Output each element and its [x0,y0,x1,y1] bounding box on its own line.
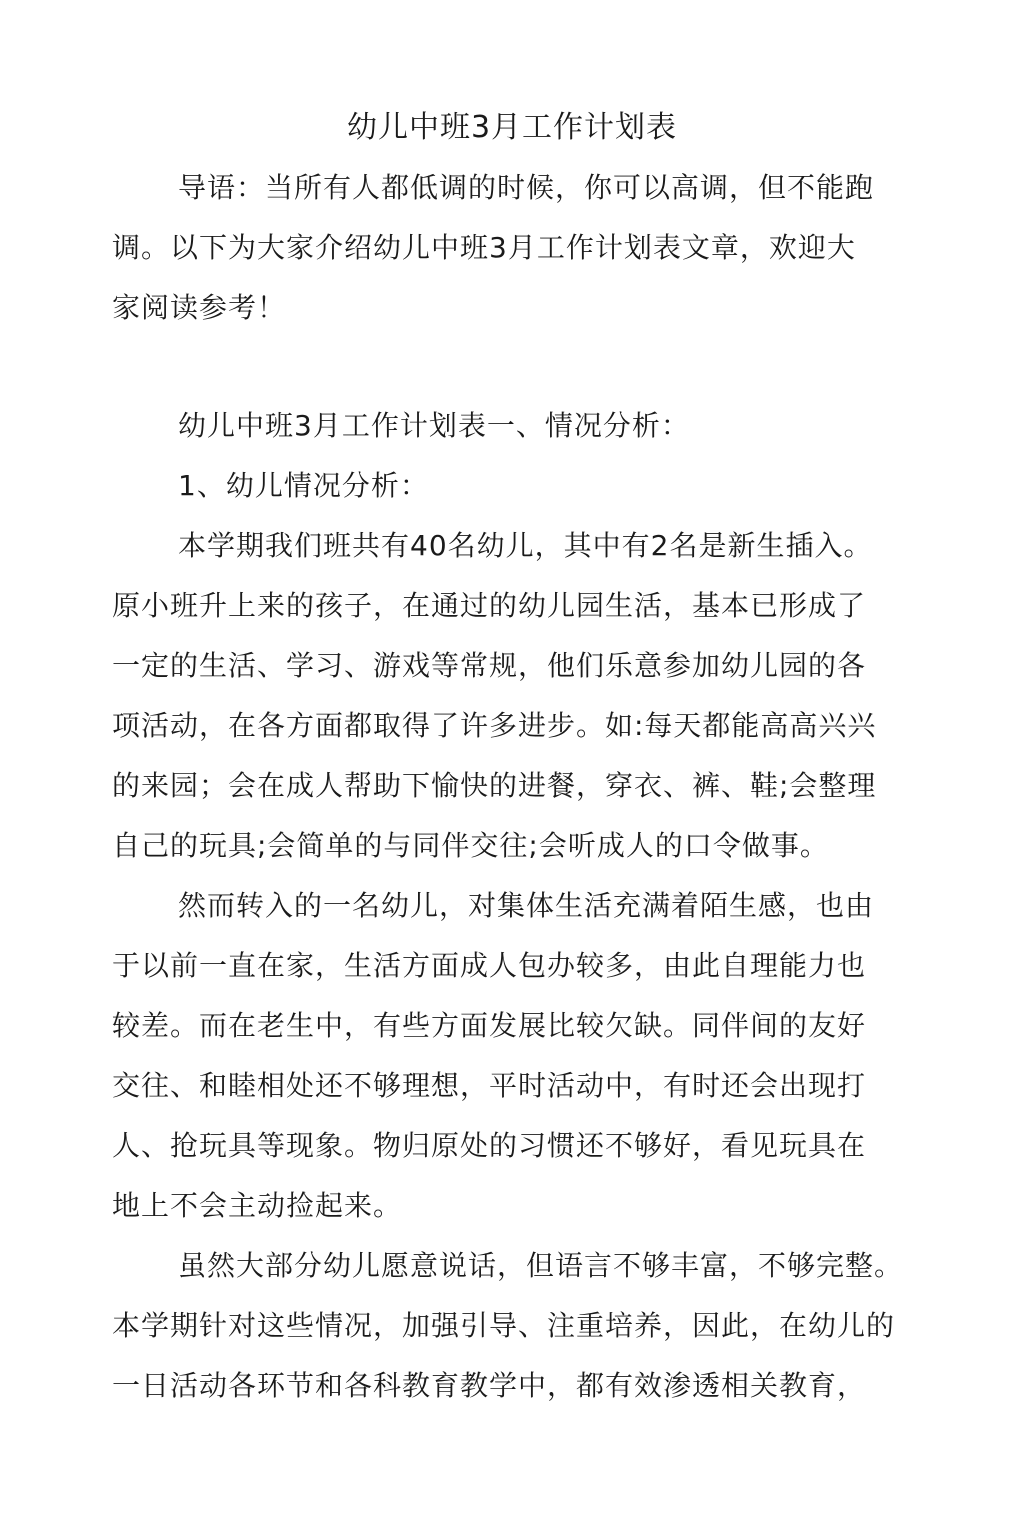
paragraph-line: 然而转入的一名幼儿，对集体生活充满着陌生感，也由 [178,889,875,922]
paragraph-line: 于以前一直在家，生活方面成人包办较多，由此自理能力也 [112,949,867,982]
paragraph-line: 虽然大部分幼儿愿意说话，但语言不够丰富，不够完整。 [178,1249,904,1282]
section-heading: 幼儿中班3月工作计划表一、情况分析： [178,409,690,442]
paragraph-line: 项活动，在各方面都取得了许多进步。如:每天都能高高兴兴 [112,709,877,742]
paragraph-line: 导语：当所有人都低调的时候，你可以高调，但不能跑 [178,171,875,204]
paragraph-line: 家阅读参考！ [112,291,287,324]
paragraph-line: 一定的生活、学习、游戏等常规，他们乐意参加幼儿园的各 [112,649,867,682]
paragraph-line: 一日活动各环节和各科教育教学中，都有效渗透相关教育， [112,1369,867,1402]
paragraph-line: 本学期我们班共有40名幼儿，其中有2名是新生插入。 [178,529,873,562]
paragraph-line: 调。以下为大家介绍幼儿中班3月工作计划表文章，欢迎大 [112,231,856,264]
paragraph-line: 较差。而在老生中，有些方面发展比较欠缺。同伴间的友好 [112,1009,867,1042]
paragraph-line: 地上不会主动捡起来。 [112,1189,403,1222]
paragraph-line: 原小班升上来的孩子，在通过的幼儿园生活，基本已形成了 [112,589,867,622]
paragraph-line: 的来园；会在成人帮助下愉快的进餐，穿衣、裤、鞋;会整理 [112,769,877,802]
paragraph-line: 交往、和睦相处还不够理想，平时活动中，有时还会出现打 [112,1069,867,1102]
document-title: 幼儿中班3月工作计划表 [346,110,678,145]
paragraph-line: 自己的玩具;会简单的与同伴交往;会听成人的口令做事。 [112,829,829,862]
paragraph-line: 本学期针对这些情况，加强引导、注重培养，因此，在幼儿的 [112,1309,896,1342]
subsection-heading: 1、幼儿情况分析： [178,469,429,502]
paragraph-line: 人、抢玩具等现象。物归原处的习惯还不够好，看见玩具在 [112,1129,867,1162]
